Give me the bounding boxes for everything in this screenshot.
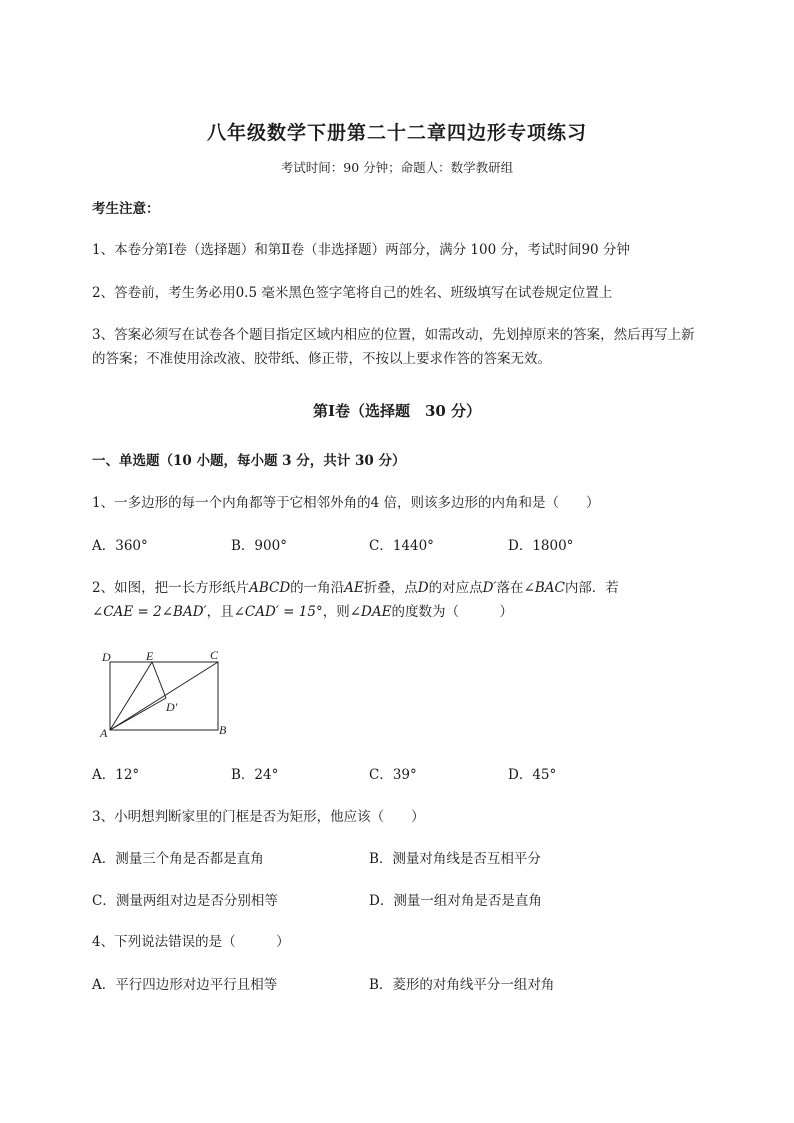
stem-text: 折叠，点 [363, 580, 418, 596]
stem-math: DAE [361, 604, 392, 620]
label-d-prime: D′ [166, 700, 178, 714]
rectangle-fold-figure [98, 646, 238, 742]
question-stem: 4、下列说法错误的是（ ） [92, 934, 290, 950]
option-a[interactable]: A．平行四边形对边平行且相等 [92, 977, 278, 993]
label-b: B [219, 723, 227, 737]
option-a[interactable]: A．360° [92, 538, 148, 554]
option-d[interactable]: D．测量一组对角是否是直角 [369, 893, 542, 909]
stem-text: 的对应点 [428, 580, 483, 596]
stem-math: AE [344, 580, 364, 596]
segment-ed-prime [152, 662, 166, 698]
stem-text: ，则∠ [322, 604, 362, 620]
fold-line-ae [110, 662, 152, 730]
label-e: E [146, 649, 154, 663]
stem-math: BAC [534, 580, 565, 596]
question-stem: 3、小明想判断家里的门框是否为矩形，他应该（ ） [92, 809, 425, 825]
question-stem: 1、一多边形的每一个内角都等于它相邻外角的4 倍，则该多边形的内角和是（ ） [92, 495, 600, 511]
page-title: 八年级数学下册第二十二章四边形专项练习 [206, 122, 587, 144]
diagonal-ac [110, 662, 218, 730]
stem-text: 的度数为（ ） [391, 604, 513, 620]
notice-item: 的答案；不准使用涂改液、胶带纸、修正带，不按以上要求作答的答案无效。 [92, 351, 551, 367]
section-heading: 一、单选题（10 小题，每小题 3 分，共计 30 分） [92, 453, 406, 469]
question-stem [92, 576, 754, 600]
notice-item: 1、本卷分第Ⅰ卷（选择题）和第Ⅱ卷（非选择题）两部分，满分 100 分，考试时间90 分钟 [92, 242, 630, 258]
part-title: 第Ⅰ卷（选择题 30 分） [312, 402, 482, 420]
exam-info: 考试时间：90 分钟；命题人：数学教研组 [280, 160, 514, 175]
option-a[interactable]: A．测量三个角是否都是直角 [92, 851, 264, 867]
option-c[interactable]: C．1440° [369, 538, 434, 554]
option-b[interactable]: B．900° [231, 538, 287, 554]
stem-math: ABCD [249, 580, 291, 596]
label-a: A [100, 726, 108, 740]
option-c[interactable]: C．39° [369, 767, 417, 783]
stem-math: D′ [482, 580, 497, 596]
stem-text: 落在∠ [496, 580, 535, 596]
notice-item: 3、答案必须写在试卷各个题目指定区域内相应的位置，如需改动，先划掉原来的答案，然后再写上新 [92, 327, 695, 343]
option-d[interactable]: D．45° [508, 767, 557, 783]
stem-math: ∠CAD′ = 15° [233, 604, 323, 620]
stem-text: ，且 [206, 604, 234, 620]
option-d[interactable]: D．1800° [508, 538, 574, 554]
option-c[interactable]: C．测量两组对边是否分别相等 [92, 893, 278, 909]
stem-text: 内部．若 [564, 580, 619, 596]
segment-ad-prime [110, 698, 166, 730]
question-stem [92, 600, 754, 624]
label-c: C [210, 648, 219, 662]
label-d: D [102, 650, 111, 664]
notice-heading: 考生注意： [92, 201, 160, 217]
stem-math: D [417, 580, 429, 596]
option-b[interactable]: B．24° [231, 767, 279, 783]
option-b[interactable]: B．菱形的对角线平分一组对角 [369, 977, 555, 993]
notice-item: 2、答卷前，考生务必用0.5 毫米黑色签字笔将自己的姓名、班级填写在试卷规定位置上 [92, 285, 613, 301]
stem-text: 2、如图，把一长方形纸片 [92, 580, 250, 596]
stem-text: 的一角沿 [290, 580, 345, 596]
stem-math: ∠CAE = 2∠BAD′ [92, 604, 207, 620]
option-a[interactable]: A．12° [92, 767, 140, 783]
option-b[interactable]: B．测量对角线是否互相平分 [369, 851, 541, 867]
